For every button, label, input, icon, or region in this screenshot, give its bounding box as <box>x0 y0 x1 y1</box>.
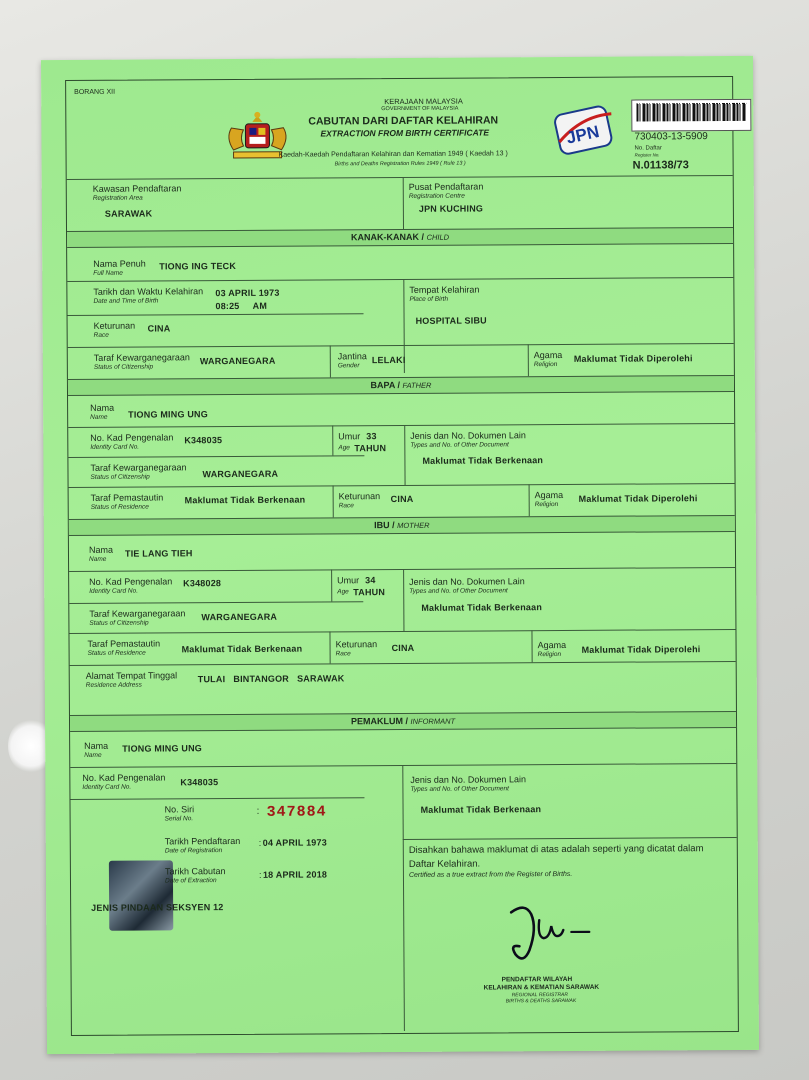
barcode-number: 730403-13-5909 <box>634 131 708 143</box>
ext-date: 18 APRIL 2018 <box>262 869 328 880</box>
rule <box>333 485 334 517</box>
area-sub: Registration Area <box>92 194 143 202</box>
mother-name: TIE LANG TIEH <box>124 548 193 559</box>
father-religion-label: Agama <box>534 490 564 501</box>
serial-colon: : <box>256 805 260 817</box>
child-pob-sub: Place of Birth <box>409 295 449 303</box>
child-name-label: Nama Penuh <box>93 258 146 269</box>
mother-name-sub: Name <box>88 555 107 563</box>
child-citizen: WARGANEGARA <box>199 355 276 367</box>
child-race-sub: Race <box>93 331 109 339</box>
informant-name-sub: Name <box>84 751 102 759</box>
father-age-label: Umur <box>338 431 361 442</box>
ext-date-colon: : <box>258 869 262 880</box>
rule <box>70 661 736 666</box>
informant-ic-label: No. Kad Pengenalan <box>82 772 166 783</box>
child-pob: HOSPITAL SIBU <box>415 315 487 326</box>
rule <box>67 175 733 180</box>
mother-race: CINA <box>391 642 415 654</box>
mother-citizen: WARGANEGARA <box>201 611 278 623</box>
child-citizen-sub: Status of Citizenship <box>93 363 154 371</box>
father-ic-label: No. Kad Pengenalan <box>90 432 174 443</box>
barcode-bars <box>636 103 746 122</box>
rule <box>69 567 735 572</box>
father-citizen-label: Taraf Kewarganegaraan <box>90 462 187 473</box>
register-no: N.01138/73 <box>632 159 689 172</box>
rule <box>528 344 529 376</box>
father-name: TIONG MING UNG <box>128 409 208 420</box>
father-doc-label: Jenis dan No. Dokumen Lain <box>410 430 526 441</box>
centre-value: JPN KUCHING <box>418 203 484 214</box>
rule <box>67 277 733 282</box>
section-father-title: BAPA <box>370 380 396 391</box>
child-religion: Maklumat Tidak Diperolehi <box>573 353 693 364</box>
rule <box>403 177 404 229</box>
malaysia-coat-of-arms-icon <box>221 110 293 168</box>
mother-citizen-sub: Status of Citizenship <box>89 619 149 627</box>
jpn-logo-text: JPN <box>564 121 601 148</box>
rule <box>403 569 404 631</box>
rule <box>529 484 530 516</box>
area-value: SARAWAK <box>104 208 153 219</box>
mother-doc-sub: Types and No. of Other Document <box>409 587 508 595</box>
child-pob-label: Tempat Kelahiran <box>409 284 480 295</box>
section-father: BAPA / FATHER <box>68 375 734 396</box>
father-age-unit: TAHUN <box>354 443 387 454</box>
rule <box>531 630 532 662</box>
section-child: KANAK-KANAK / CHILD <box>67 227 733 248</box>
serial-sub: Serial No. <box>164 815 194 823</box>
amendment-text: JENIS PINDAAN SEKSYEN 12 <box>91 902 224 913</box>
centre-label: Pusat Pendaftaran <box>408 181 484 192</box>
rule <box>70 797 364 800</box>
father-race-sub: Race <box>338 502 354 510</box>
father-citizen-sub: Status of Citizenship <box>90 473 150 481</box>
rule <box>404 425 405 485</box>
mother-doc-label: Jenis dan No. Dokumen Lain <box>409 576 525 587</box>
mother-age-sub: Age <box>337 588 349 596</box>
section-mother: IBU / MOTHER <box>69 515 735 536</box>
register-no-sub: Register No. <box>634 152 660 158</box>
rules-text-en: Births and Deaths Registration Rules 1949 ( Rule 13 ) <box>334 160 466 168</box>
child-dob-sub: Date and Time of Birth <box>93 297 159 305</box>
mother-religion-label: Agama <box>537 639 567 651</box>
child-gender-label: Jantina <box>337 351 367 362</box>
rule <box>69 629 735 634</box>
reg-date-label: Tarikh Pendaftaran <box>164 835 241 847</box>
father-ic: K348035 <box>184 435 223 446</box>
mother-religion-sub: Religion <box>537 651 562 659</box>
child-gender-sub: Gender <box>337 362 360 370</box>
father-ic-sub: Identity Card No. <box>90 443 140 451</box>
mother-age-label: Umur <box>337 575 360 586</box>
mother-age: 34 <box>365 575 376 586</box>
jpn-logo-icon <box>551 104 617 158</box>
reg-date-colon: : <box>258 837 262 848</box>
mother-religion: Maklumat Tidak Diperolehi <box>581 644 701 655</box>
section-mother-en: MOTHER <box>397 520 430 531</box>
father-residence: Maklumat Tidak Berkenaan <box>184 494 306 506</box>
father-residence-label: Taraf Pemastautin <box>90 492 164 503</box>
rule <box>329 631 330 663</box>
registrar-title-en-2: BIRTHS & DEATHS SARAWAK <box>505 997 577 1005</box>
father-religion-sub: Religion <box>534 501 559 509</box>
rule <box>69 483 735 488</box>
informant-name: TIONG MING UNG <box>122 743 203 754</box>
father-race: CINA <box>390 493 414 505</box>
document-title: CABUTAN DARI DAFTAR KELAHIRAN <box>308 114 499 128</box>
rule <box>331 569 332 601</box>
father-residence-sub: Status of Residence <box>90 503 149 511</box>
child-citizen-label: Taraf Kewarganegaraan <box>93 352 190 363</box>
section-father-en: FATHER <box>402 380 432 390</box>
security-hologram <box>109 860 173 930</box>
rule <box>68 313 364 316</box>
section-informant-title: PEMAKLUM <box>350 715 403 727</box>
rule <box>330 345 331 377</box>
child-race-label: Keturunan <box>93 320 136 331</box>
barcode <box>631 99 751 132</box>
rules-text: Kaedah-Kaedah Pendaftaran Kelahiran dan Kematian 1949 ( Kaedah 13 ) <box>278 150 508 159</box>
rule <box>69 601 363 604</box>
reg-date-sub: Date of Registration <box>164 847 223 855</box>
father-age: 33 <box>366 431 377 442</box>
section-child-en: CHILD <box>426 232 450 242</box>
section-mother-title: IBU <box>374 520 390 531</box>
certify-text-2: Daftar Kelahiran. <box>408 858 481 870</box>
section-child-title: KANAK-KANAK <box>351 231 420 243</box>
gov-title: KERAJAAN MALAYSIA <box>384 96 463 107</box>
informant-ic: K348035 <box>180 777 219 788</box>
form-code: BORANG XII <box>74 88 116 96</box>
informant-doc: Maklumat Tidak Berkenaan <box>420 804 542 815</box>
mother-name-label: Nama <box>88 544 114 555</box>
document-title-en: EXTRACTION FROM BIRTH CERTIFICATE <box>320 127 490 139</box>
mother-address-label: Alamat Tempat Tinggal <box>85 670 178 681</box>
informant-ic-sub: Identity Card No. <box>82 783 132 791</box>
area-label: Kawasan Pendaftaran <box>92 183 182 194</box>
section-informant-en: INFORMANT <box>410 716 456 726</box>
father-religion: Maklumat Tidak Diperolehi <box>578 493 698 504</box>
child-name-sub: Full Name <box>93 269 123 277</box>
father-race-label: Keturunan <box>338 491 381 502</box>
certify-text: Disahkan bahawa maklumat di atas adalah seperti yang dicatat dalam <box>408 843 704 856</box>
father-doc-sub: Types and No. of Other Document <box>410 441 509 449</box>
child-name: TIONG ING TECK <box>159 260 237 272</box>
informant-doc-label: Jenis dan No. Dokumen Lain <box>410 774 526 785</box>
serial-label: No. Siri <box>164 804 195 815</box>
reg-date: 04 APRIL 1973 <box>262 837 327 848</box>
rule <box>68 455 364 458</box>
mother-race-sub: Race <box>335 650 351 658</box>
child-race: CINA <box>147 323 171 334</box>
mother-ic-sub: Identity Card No. <box>89 587 139 595</box>
rule <box>68 343 734 348</box>
mother-ic: K348028 <box>183 578 222 589</box>
informant-doc-sub: Types and No. of Other Document <box>410 785 509 793</box>
gov-title-en: GOVERNMENT OF MALAYSIA <box>381 105 459 113</box>
registrar-signature-icon <box>501 898 611 969</box>
centre-sub: Registration Centre <box>408 192 465 200</box>
mother-residence-sub: Status of Residence <box>87 649 146 657</box>
rule <box>403 837 737 840</box>
ext-date-sub: Date of Extraction <box>164 877 217 885</box>
child-dob-time: 08:25 AM <box>215 300 268 312</box>
father-name-sub: Name <box>90 413 108 421</box>
child-religion-label: Agama <box>533 350 563 361</box>
registrar-title-1: PENDAFTAR WILAYAH <box>501 975 573 984</box>
certify-text-en: Certified as a true extract from the Register of Births. <box>408 870 573 879</box>
child-religion-sub: Religion <box>533 361 558 369</box>
birth-certificate <box>41 56 759 1054</box>
mother-address: TULAI BINTANGOR SARAWAK <box>197 673 345 685</box>
mother-doc: Maklumat Tidak Berkenaan <box>421 602 543 613</box>
serial-number: 347884 <box>266 803 327 821</box>
informant-name-label: Nama <box>84 740 109 751</box>
mother-residence-label: Taraf Pemastautin <box>87 638 161 649</box>
mother-ic-label: No. Kad Pengenalan <box>89 576 173 587</box>
mother-address-sub: Residence Address <box>85 681 142 689</box>
child-gender: LELAKI <box>371 354 406 366</box>
ext-date-label: Tarikh Cabutan <box>164 866 226 877</box>
mother-race-label: Keturunan <box>335 639 378 650</box>
child-dob-date: 03 APRIL 1973 <box>215 287 280 299</box>
section-informant: PEMAKLUM / INFORMANT <box>70 711 736 732</box>
father-age-sub: Age <box>338 444 350 452</box>
father-name-label: Nama <box>90 402 115 413</box>
registrar-title-en-1: REGIONAL REGISTRAR <box>511 991 569 999</box>
rule <box>332 425 333 455</box>
father-citizen: WARGANEGARA <box>202 468 279 480</box>
child-dob-label: Tarikh dan Waktu Kelahiran <box>93 286 204 297</box>
mother-citizen-label: Taraf Kewarganegaraan <box>89 608 186 619</box>
rule <box>68 423 734 428</box>
rule <box>402 765 405 1031</box>
registrar-title-2: KELAHIRAN & KEMATIAN SARAWAK <box>483 983 600 992</box>
mother-residence: Maklumat Tidak Berkenaan <box>181 643 303 655</box>
father-doc: Maklumat Tidak Berkenaan <box>422 455 544 466</box>
certificate-frame <box>65 76 739 1036</box>
mother-age-unit: TAHUN <box>353 587 386 598</box>
register-no-label: No. Daftar <box>634 145 662 152</box>
